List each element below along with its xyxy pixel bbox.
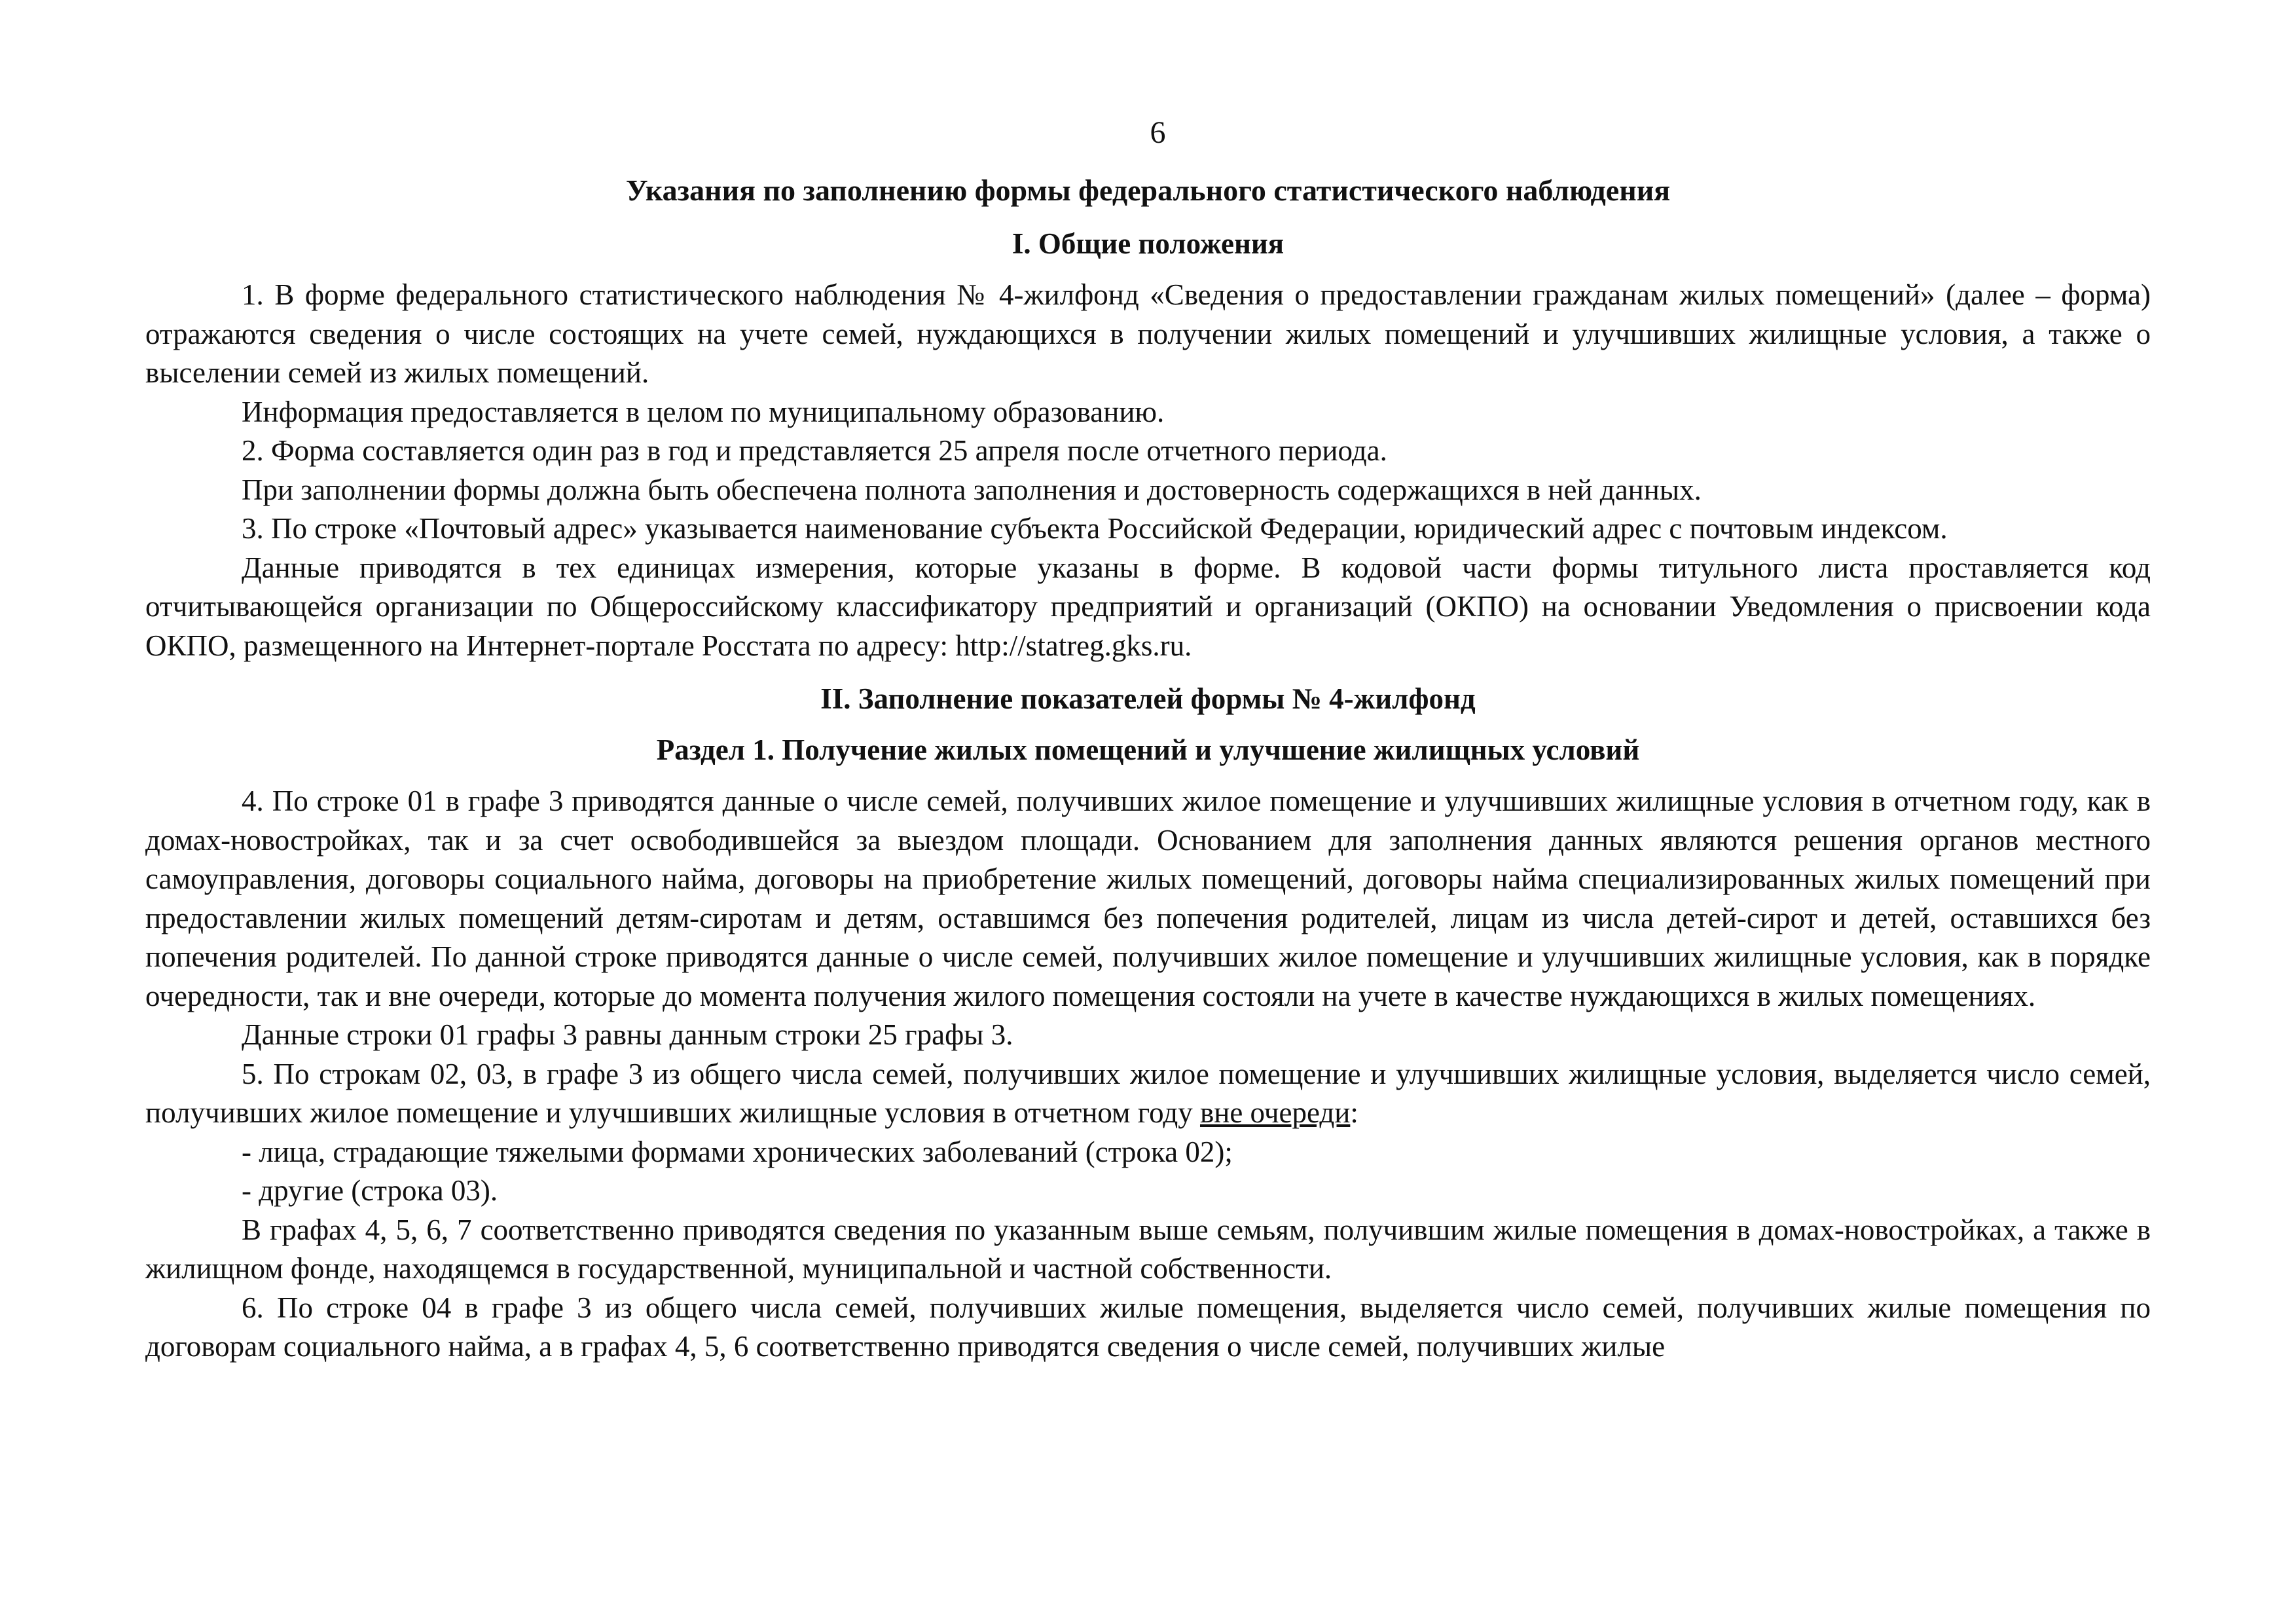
document-page <box>145 115 2151 1367</box>
paragraph-3: 3. По строке «Почтовый адрес» указывается наименование субъекта Российской Федерации, юридический адрес с почтовым индексом. <box>242 512 1948 545</box>
list-item-others: - другие (строка 03). <box>242 1174 498 1207</box>
paragraph-5 <box>145 1055 2151 1133</box>
paragraph-1: 1. В форме федерального статистического наблюдения № 4-жилфонд «Сведения о предоставлении гражданам жилых помещений» (далее – форма) отражаются сведения о числе состоящих на учете семей, нуждающихся в получении жилых помещений и улучшивших жилищные условия, а также о выселении семей из жилых помещений. <box>145 278 2151 389</box>
paragraph-4: 4. По строке 01 в графе 3 приводятся данные о числе семей, получивших жилое помещение и улучшивших жилищные условия в отчетном году, как в домах-новостройках, так и за счет освободившейся за выездом площади. Основанием для заполнения данных являются решения органов местного самоуправления, договоры социального найма, договоры на приобретение жилых помещений, договоры найма специализированных жилых помещений при предоставлении жилых помещений детям-сиротам и детям, оставшимся без попечения родителей, лицам из числа детей-сирот и детей, оставшихся без попечения родителей. По данной строке приводятся данные о числе семей, получивших жилое помещение и улучшивших жилищные условия, как в порядке очередности, так и вне очереди, которые до момента получения жилого помещения состояли на учете в качестве нуждающихся в жилых помещениях. <box>145 784 2151 1012</box>
paragraph-5-text: 5. По строкам 02, 03, в графе 3 из общего числа семей, получивших жилое помещение и улучшивших жилищные условия, выделяется число семей, получивших жилое помещение и улучшивших жилищные условия в отчетном году <box>145 1057 2151 1129</box>
section-heading-indicators: II. Заполнение показателей формы № 4-жилфонд <box>820 682 1476 715</box>
paragraph-completeness: При заполнении формы должна быть обеспечена полнота заполнения и достоверность содержащихся в ней данных. <box>242 473 1702 506</box>
paragraph-6: 6. По строке 04 в графе 3 из общего числа семей, получивших жилые помещения, выделяется число семей, получивших жилые помещения по договорам социального найма, а в графах 4, 5, 6 соответственно приводятся сведения о числе семей, получивших жилые <box>145 1291 2151 1363</box>
paragraph-5-note: В графах 4, 5, 6, 7 соответственно приводятся сведения по указанным выше семьям, получившим жилые помещения в домах-новостройках, а также в жилищном фонде, находящемся в государственной, муниципальной и частной собственности. <box>145 1213 2151 1285</box>
paragraph-4-note: Данные строки 01 графы 3 равны данным строки 25 графы 3. <box>242 1018 1013 1051</box>
page-number: 6 <box>1150 115 1166 150</box>
paragraph-5-colon: : <box>1350 1096 1358 1129</box>
subsection-heading-housing: Раздел 1. Получение жилых помещений и улучшение жилищных условий <box>656 733 1640 766</box>
document-title: Указания по заполнению формы федерального статистического наблюдения <box>625 174 1671 207</box>
paragraph-units-okpo: Данные приводятся в тех единицах измерения, которые указаны в форме. В кодовой части формы титульного листа проставляется код отчитывающейся организации по Общероссийскому классификатору предприятий и организаций (ОКПО) на основании Уведомления о присвоении кода ОКПО, размещенного на Интернет-портале Росстата по адресу: http://statreg.gks.ru. <box>145 551 2151 662</box>
section-heading-general: I. Общие положения <box>1011 227 1285 260</box>
paragraph-info-scope: Информация предоставляется в целом по муниципальному образованию. <box>242 395 1165 428</box>
list-item-chronic-diseases: - лица, страдающие тяжелыми формами хронических заболеваний (строка 02); <box>242 1135 1233 1168</box>
paragraph-2: 2. Форма составляется один раз в год и представляется 25 апреля после отчетного периода. <box>242 434 1387 467</box>
underlined-out-of-turn: вне очереди <box>1199 1096 1351 1129</box>
